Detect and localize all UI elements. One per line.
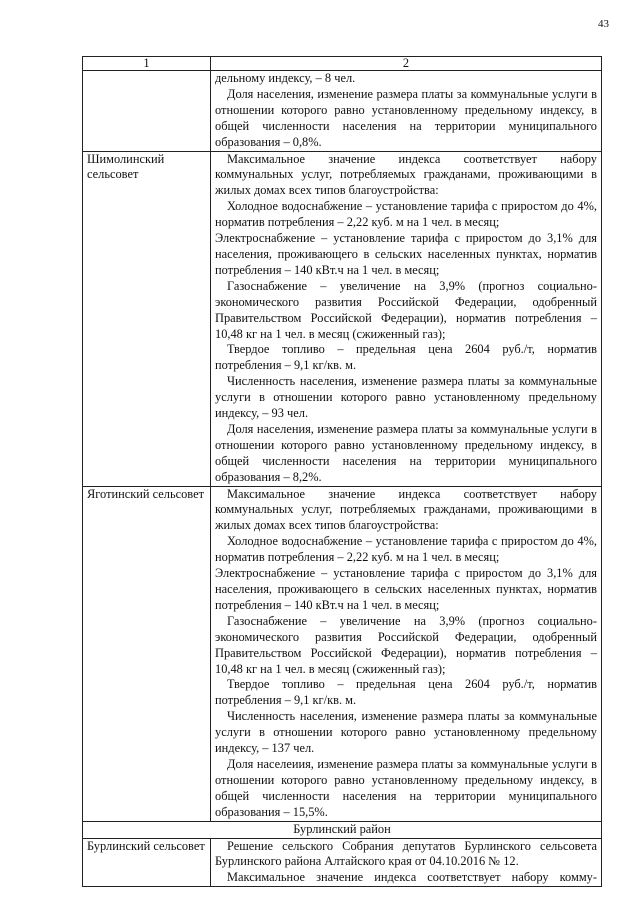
paragraph: Максимальное значение индекса соответствует набору коммунальных услуг, потребляемых гражданами, проживающими в жилых домах всех типов благоустройства: (215, 486, 597, 533)
paragraph: Газоснабжение – увеличение на 3,9% (прогноз социально-экономического развития Российской Федерации, одобренный Правительством Российской Федерации), норматив потребления – 10,48 кг на 1 чел. в месяц (сжиженный газ); (215, 278, 597, 341)
tariff-index-table (82, 56, 602, 887)
municipality-cell (83, 838, 211, 887)
description-cell (211, 486, 602, 821)
description-cell (211, 151, 602, 486)
municipality-cell (83, 71, 211, 152)
paragraph: Численность населения, изменение размера платы за коммунальные услуги в отношении которого равно установленному предельному индексу, – 93 чел. (215, 374, 597, 421)
paragraph: Максимальное значение индекса соответствует набору коммунальных услуг, потребляемых гражданами, проживающими в жилых домах всех типов благоустройства: (215, 151, 597, 198)
paragraph: Твердое топливо – предельная цена 2604 руб./т, норматив потребления – 9,1 кг/кв. м. (215, 677, 597, 708)
paragraph: Доля населеиия, изменение размера платы за коммунальные услуги в отношении которого равно установленному предельному индексу, в общей численности населения на территории муниципального образования – 15,5%. (215, 756, 597, 819)
paragraph: Электроснабжение – установление тарифа с приростом до 3,1% для населения, проживающего в сельских населенных пунктах, норматив потребления – 140 кВт.ч на 1 чел. в месяц; (215, 231, 597, 277)
paragraph: Холодное водоснабжение – установление тарифа с приростом до 4%, норматив потребления – 2,22 куб. м на 1 чел. в месяц; (215, 199, 597, 230)
region-row (83, 821, 602, 838)
region-heading: Бурлинский район (83, 821, 602, 838)
description-cell (211, 71, 602, 152)
paragraph: Доля населения, изменение размера платы за коммунальные услуги в отношении которого равно установленному предельному индексу, в общей численности населения на территории муниципального образования – 8,2%. (215, 421, 597, 484)
paragraph: Решение сельского Собрания депутатов Бурлинского сельсовета Бурлинского района Алтайского края от 04.10.2016 № 12. (215, 838, 597, 869)
table-row (83, 486, 602, 821)
paragraph: Твердое топливо – предельная цена 2604 руб./т, норматив потребления – 9,1 кг/кв. м. (215, 342, 597, 373)
municipality-cell (83, 151, 211, 486)
column-header-2: 2 (211, 57, 602, 71)
description-cell (211, 838, 602, 887)
paragraph: Доля населения, изменение размера платы за коммунальные услуги в отношении которого равно установленному предельному индексу, в общей численности населения на территории муниципального образования – 0,8%. (215, 86, 597, 149)
municipality-cell (83, 486, 211, 821)
paragraph: дельному индексу, – 8 чел. (215, 71, 356, 85)
page-number: 43 (598, 18, 609, 30)
paragraph: Газоснабжение – увеличение на 3,9% (прогноз социально-экономического развития Российской Федерации, одобренный Правительством Российской Федерации), норматив потребления – 10,48 кг на 1 чел. в месяц (сжиженный газ); (215, 613, 597, 676)
municipality-name: Яготинский сельсовет (87, 486, 204, 501)
municipality-name: Бурлинский сельсовет (87, 838, 205, 853)
paragraph: Численность населения, изменение размера платы за коммунальные услуги в отношении которого равно установленному предельному индексу, – 137 чел. (215, 709, 597, 756)
paragraph: Электроснабжение – установление тарифа с приростом до 3,1% для населения, проживающего в сельских населенных пунктах, норматив потребления – 140 кВт.ч на 1 чел. в месяц; (215, 566, 597, 612)
paragraph: Максимальное значение индекса соответствует набору комму- (227, 870, 597, 885)
table-header-row (83, 57, 602, 71)
column-header-1: 1 (83, 57, 211, 71)
paragraph: Холодное водоснабжение – установление тарифа с приростом до 4%, норматив потребления – 2,22 куб. м на 1 чел. в месяц; (215, 534, 597, 565)
table-row (83, 838, 602, 887)
table-row (83, 151, 602, 486)
municipality-name: Шимолинский сельсовет (87, 151, 165, 182)
table-row-continuation (83, 71, 602, 152)
